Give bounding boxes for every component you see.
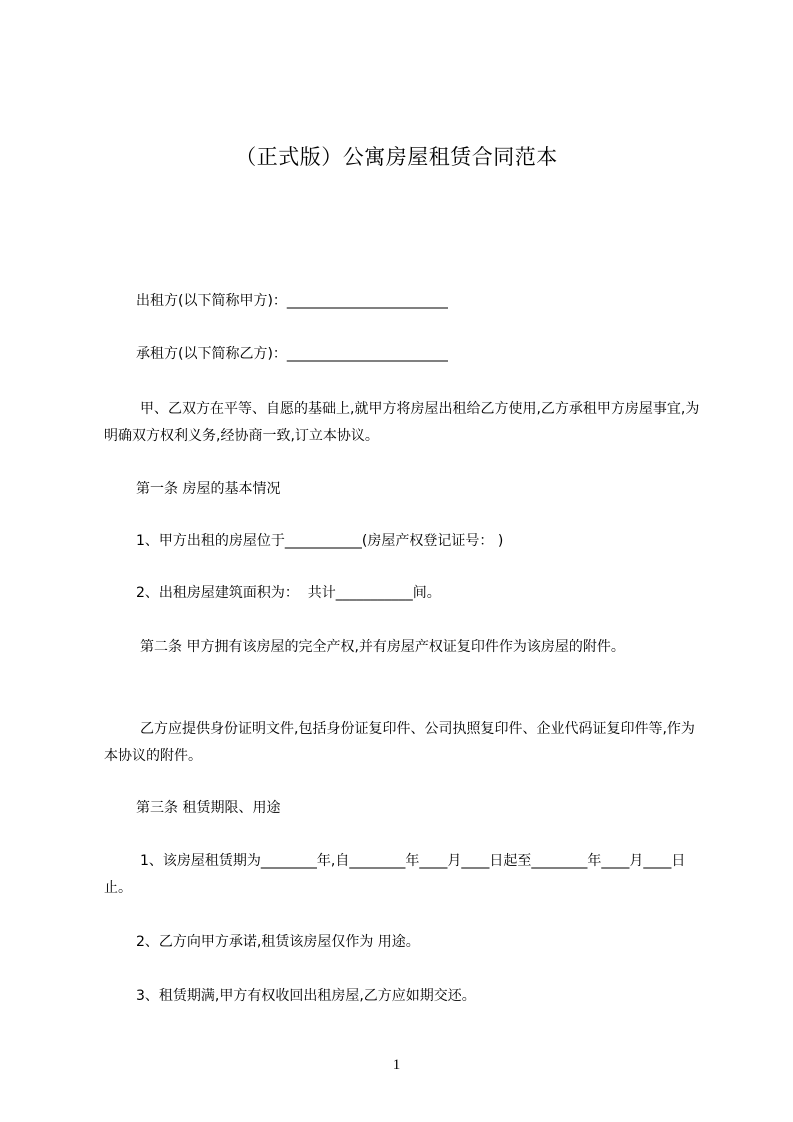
article2-note-paragraph: 乙方应提供身份证明文件,包括身份证复印件、公司执照复印件、企业代码证复印件等,作为本协议的附件。 — [104, 721, 695, 764]
article3-item3: 3、租赁期满,甲方有权收回出租房屋,乙方应如期交还。 — [136, 988, 476, 1004]
lessee-line: 承租方(以下简称乙方)：_______________________ — [136, 346, 448, 362]
article3-item2: 2、乙方向甲方承诺,租赁该房屋仅作为 用途。 — [136, 934, 420, 950]
page-number: 1 — [392, 1057, 401, 1073]
document-title: （正式版）公寓房屋租赁合同范本 — [235, 145, 558, 169]
lessor-line: 出租方(以下简称甲方)：_______________________ — [136, 293, 448, 309]
article1-heading: 第一条 房屋的基本情况 — [136, 481, 281, 497]
article2-paragraph: 第二条 甲方拥有该房屋的完全产权,并有房屋产权证复印件作为该房屋的附件。 — [140, 639, 625, 655]
article3-heading: 第三条 租赁期限、用途 — [136, 800, 281, 816]
article1-item1: 1、甲方出租的房屋位于___________(房屋产权登记证号： ) — [136, 533, 504, 549]
article1-item2: 2、出租房屋建筑面积为： 共计___________间。 — [136, 585, 441, 601]
article3-item1: 1、该房屋租赁期为________年,自________年____月____日起至________年____月____日止。 — [104, 853, 686, 896]
intro-paragraph: 甲、乙双方在平等、自愿的基础上,就甲方将房屋出租给乙方使用,乙方承租甲方房屋事宜,为明确双方权利义务,经协商一致,订立本协议。 — [104, 401, 700, 444]
